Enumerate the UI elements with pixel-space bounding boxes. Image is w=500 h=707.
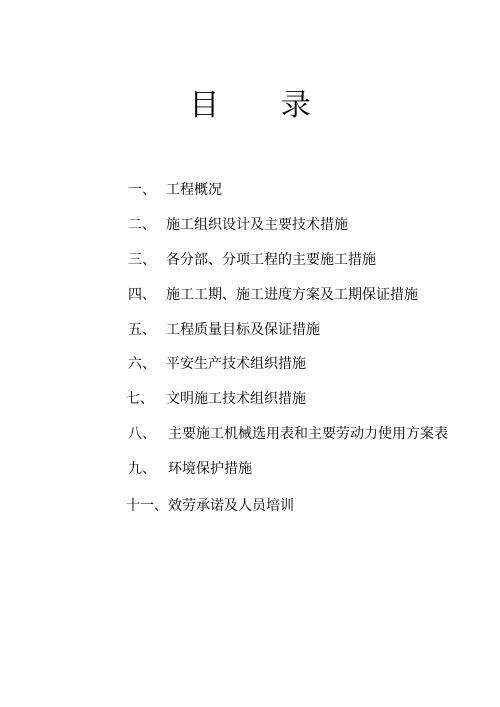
page-title: 目 录 <box>189 88 337 123</box>
toc-item-number: 二、 <box>128 217 156 233</box>
toc-item-number: 十一、 <box>126 498 168 514</box>
toc-item-text: 文明施工技术组织措施 <box>166 391 306 407</box>
toc-item-number: 七、 <box>126 391 154 407</box>
toc-item-number: 五、 <box>128 322 156 338</box>
toc-item-number: 三、 <box>128 252 156 268</box>
toc-item-number: 八、 <box>128 426 156 442</box>
toc-item-number: 九、 <box>128 461 156 477</box>
toc-item-text: 各分部、分项工程的主要施工措施 <box>166 252 376 268</box>
toc-item-text: 环境保护措施 <box>168 461 252 477</box>
toc-item-number: 六、 <box>128 356 156 372</box>
toc-item-text: 主要施工机械选用表和主要劳动力使用方案表 <box>168 426 448 442</box>
toc-item-text: 施工组织设计及主要技术措施 <box>166 217 348 233</box>
toc-item-number: 一、 <box>128 182 156 198</box>
toc-item-number: 四、 <box>128 287 156 303</box>
toc-item-text: 效劳承诺及人员培训 <box>168 498 294 514</box>
toc-item-text: 施工工期、施工进度方案及工期保证措施 <box>166 287 418 303</box>
toc-item-text: 工程质量目标及保证措施 <box>166 322 320 338</box>
toc-item-text: 工程概况 <box>166 182 222 198</box>
toc-item-text: 平安生产技术组织措施 <box>166 356 306 372</box>
